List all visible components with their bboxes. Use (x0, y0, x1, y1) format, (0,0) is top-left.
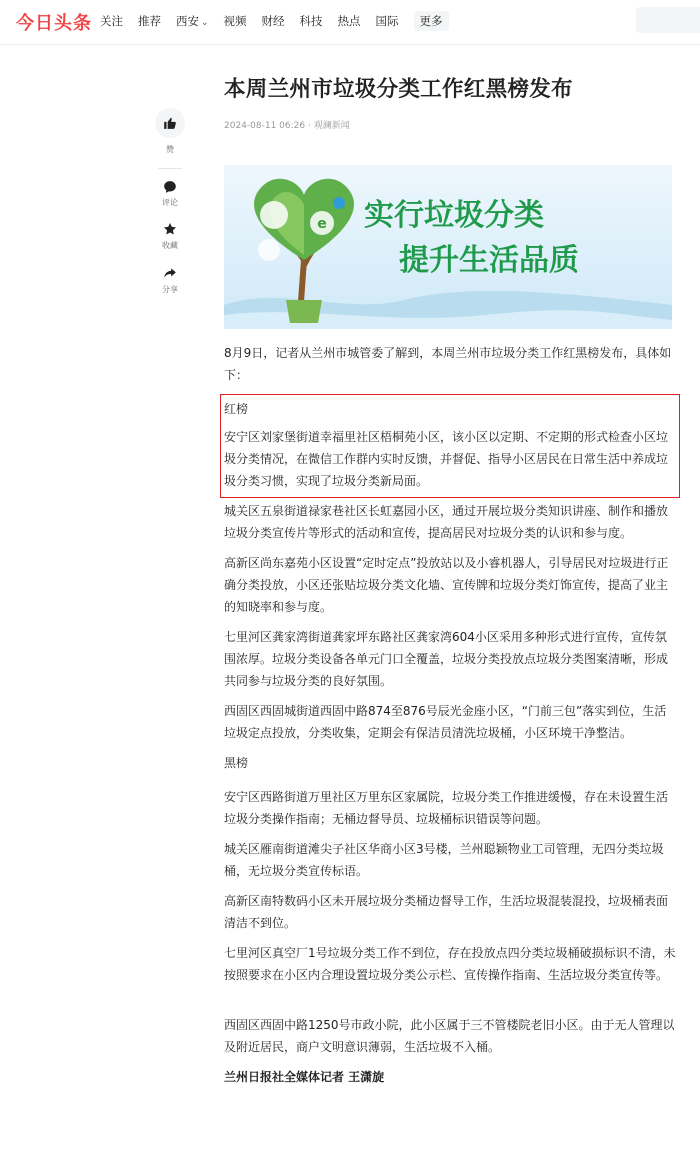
article-source[interactable]: 观澜新闻 (313, 121, 350, 131)
nav-item-video[interactable]: 视频 (223, 14, 247, 28)
comment-icon (163, 180, 177, 194)
red-list-item: 高新区尚东嘉苑小区设置“定时定点”投放站以及小睿机器人，引导居民对垃圾进行正确分类投放，小区还张贴垃圾分类文化墙、宣传牌和垃圾分类灯饰宣传，提高了业主的知晓率和参与度。 (224, 556, 669, 614)
like-label: 赞 (166, 145, 174, 154)
favorite-button[interactable] (160, 220, 180, 238)
favorite-label: 收藏 (162, 241, 178, 250)
rail-divider (158, 168, 182, 169)
intro-paragraph: 8月9日，记者从兰州市城管委了解到，本周兰州市垃圾分类工作红黑榜发布，具体如下： (224, 346, 672, 382)
banner-headline-1: 实行垃圾分类 (364, 198, 544, 233)
red-list-item: 七里河区龚家湾街道龚家坪东路社区龚家湾604小区采用多种形式进行宣传，宣传氛围浓厚。垃圾分类设备各单元门口全覆盖，垃圾分类投放点垃圾分类图案清晰，形成共同参与垃圾分类的良好氛围。 (224, 630, 669, 688)
comment-label: 评论 (162, 198, 178, 207)
article-banner-image (224, 165, 672, 329)
nav-item-city[interactable] (176, 13, 209, 31)
banner-graphic (224, 165, 672, 329)
red-list-heading: 红榜 (224, 402, 249, 416)
nav-item-recommend[interactable]: 推荐 (138, 14, 161, 28)
site-logo[interactable]: 今日头条 (16, 13, 92, 34)
chevron-down-icon: ⌄ (201, 18, 209, 28)
black-list-item: 城关区雁南街道滩尖子社区华商小区3号楼，兰州聪颖物业工司管理，无四分类垃圾桶，无垃圾分类宣传标语。 (224, 842, 664, 878)
nav-item-international[interactable]: 国际 (375, 14, 399, 28)
red-list-item: 西固区西固城街道西固中路874至876号辰光金座小区，“门前三包”落实到位，生活垃圾定点投放，分类收集，定期会有保洁员清洗垃圾桶，小区环境干净整洁。 (224, 704, 667, 740)
article-meta (224, 118, 350, 131)
share-button[interactable] (160, 264, 180, 282)
svg-text:e: e (317, 216, 327, 232)
like-button[interactable] (155, 108, 185, 138)
share-label: 分享 (162, 285, 178, 294)
reporter-byline: 兰州日报社全媒体记者 王潇旋 (224, 1070, 385, 1084)
nav-item-more[interactable]: 更多 (414, 11, 449, 31)
thumbs-up-icon (163, 116, 177, 130)
nav-item-tech[interactable]: 科技 (299, 14, 323, 28)
nav-item-follow[interactable]: 关注 (100, 14, 123, 28)
comment-button[interactable] (160, 178, 180, 196)
nav-item-city-label: 西安 (176, 14, 199, 28)
nav-item-hot[interactable]: 热点 (337, 14, 361, 28)
channel-nav (100, 13, 464, 31)
search-input[interactable] (636, 7, 700, 33)
black-list-item: 西固区西固中路1250号市政小院，此小区属于三不管楼院老旧小区。由于无人管理以及附近居民，商户文明意识薄弱，生活垃圾不入桶。 (224, 1018, 675, 1054)
banner-headline-2: 提升生活品质 (399, 243, 579, 278)
article-title: 本周兰州市垃圾分类工作红黑榜发布 (224, 77, 573, 102)
star-icon (163, 222, 177, 236)
nav-item-finance[interactable]: 财经 (261, 14, 285, 28)
meta-separator: · (307, 121, 314, 131)
top-nav (0, 0, 700, 45)
publish-date: 2024-08-11 06:26 (224, 121, 306, 131)
black-list-heading: 黑榜 (224, 756, 249, 770)
black-list-item: 高新区南特数码小区未开展垃圾分类桶边督导工作，生活垃圾混装混投，垃圾桶表面清洁不到位。 (224, 894, 669, 930)
red-list-item: 安宁区刘家堡街道幸福里社区梧桐苑小区，该小区以定期、不定期的形式检查小区垃圾分类情况，在微信工作群内实时反馈，并督促、指导小区居民在日常生活中养成垃圾分类习惯，实现了垃圾分类新局面。 (224, 430, 669, 488)
red-list-item: 城关区五泉街道禄家巷社区长虹嘉园小区，通过开展垃圾分类知识讲座、制作和播放垃圾分类宣传片等形式的活动和宣传，提高居民对垃圾分类的认识和参与度。 (224, 504, 669, 540)
share-icon (163, 266, 177, 280)
black-list-item: 七里河区真空厂1号垃圾分类工作不到位，存在投放点四分类垃圾桶破损标识不清，未按照要求在小区内合理设置垃圾分类公示栏、宣传操作指南、生活垃圾分类宣传等。 (224, 946, 676, 982)
black-list-item: 安宁区西路街道万里社区万里东区家属院，垃圾分类工作推进缓慢，存在未设置生活垃圾分类操作指南；无桶边督导员、垃圾桶标识错误等问题。 (224, 790, 669, 826)
